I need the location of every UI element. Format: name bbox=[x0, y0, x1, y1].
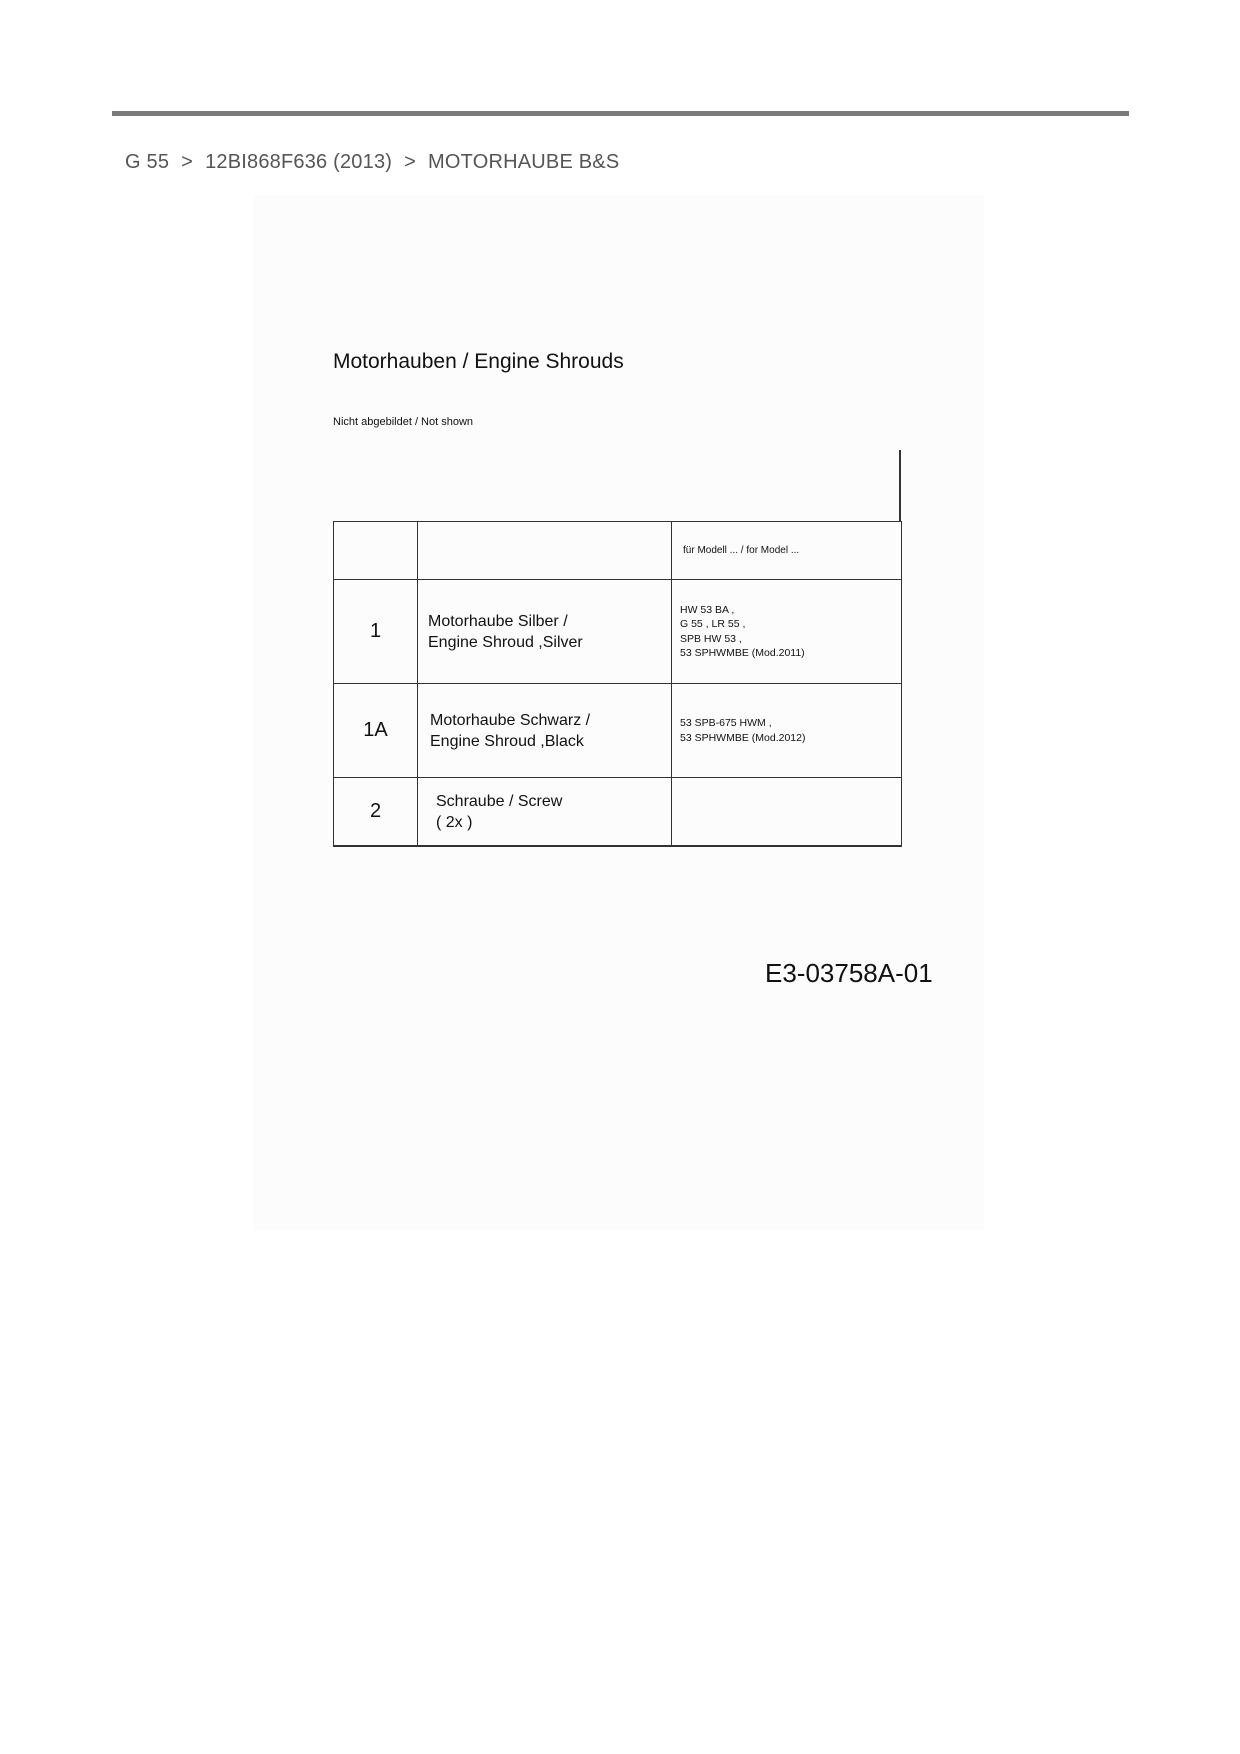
part-description bbox=[418, 580, 672, 684]
diagram-title: Motorhauben / Engine Shrouds bbox=[333, 350, 624, 373]
model-entry: 53 SPHWMBE (Mod.2012) bbox=[680, 731, 806, 744]
part-description bbox=[418, 778, 672, 847]
table-header-row bbox=[334, 522, 902, 580]
part-description bbox=[418, 684, 672, 778]
header-rule bbox=[112, 111, 1129, 116]
header-pos bbox=[334, 522, 418, 580]
model-entry: G 55 , LR 55 , bbox=[680, 618, 746, 630]
table-row bbox=[334, 778, 902, 847]
breadcrumb bbox=[125, 151, 619, 174]
table-row bbox=[334, 684, 902, 778]
breadcrumb-separator: > bbox=[181, 151, 194, 173]
part-number: 1 bbox=[334, 580, 418, 684]
parts-table bbox=[333, 521, 902, 847]
description-de-line: Motorhaube Schwarz / bbox=[430, 711, 591, 729]
breadcrumb-separator: > bbox=[404, 151, 417, 173]
description-de-line: Motorhaube Silber / bbox=[428, 612, 568, 630]
table-frame-line bbox=[899, 450, 901, 522]
not-shown-note: Nicht abgebildet / Not shown bbox=[333, 416, 474, 428]
part-number: 2 bbox=[334, 778, 418, 847]
drawing-reference-code: E3-03758A-01 bbox=[765, 958, 933, 988]
breadcrumb-item-section: MOTORHAUBE B&S bbox=[428, 151, 620, 173]
quantity-line: ( 2x ) bbox=[436, 813, 473, 831]
model-list bbox=[672, 778, 902, 847]
description-en-line: Engine Shroud ,Black bbox=[430, 732, 584, 750]
description-de-line: Schraube / Screw bbox=[436, 792, 563, 810]
description-en-line: Engine Shroud ,Silver bbox=[428, 633, 583, 651]
breadcrumb-item-model[interactable]: G 55 bbox=[125, 151, 170, 173]
model-entry: 53 SPHWMBE (Mod.2011) bbox=[680, 647, 805, 659]
breadcrumb-item-serial[interactable]: 12BI868F636 (2013) bbox=[205, 151, 393, 173]
header-models: für Modell ... / for Model ... bbox=[672, 522, 902, 580]
table-row bbox=[334, 580, 902, 684]
part-number: 1A bbox=[334, 684, 418, 778]
model-entry: HW 53 BA , bbox=[680, 603, 735, 616]
model-list bbox=[672, 684, 902, 778]
header-desc bbox=[418, 522, 672, 580]
model-list bbox=[672, 580, 902, 684]
model-entry: SPB HW 53 , bbox=[680, 632, 742, 645]
model-entry: 53 SPB-675 HWM , bbox=[680, 717, 772, 729]
